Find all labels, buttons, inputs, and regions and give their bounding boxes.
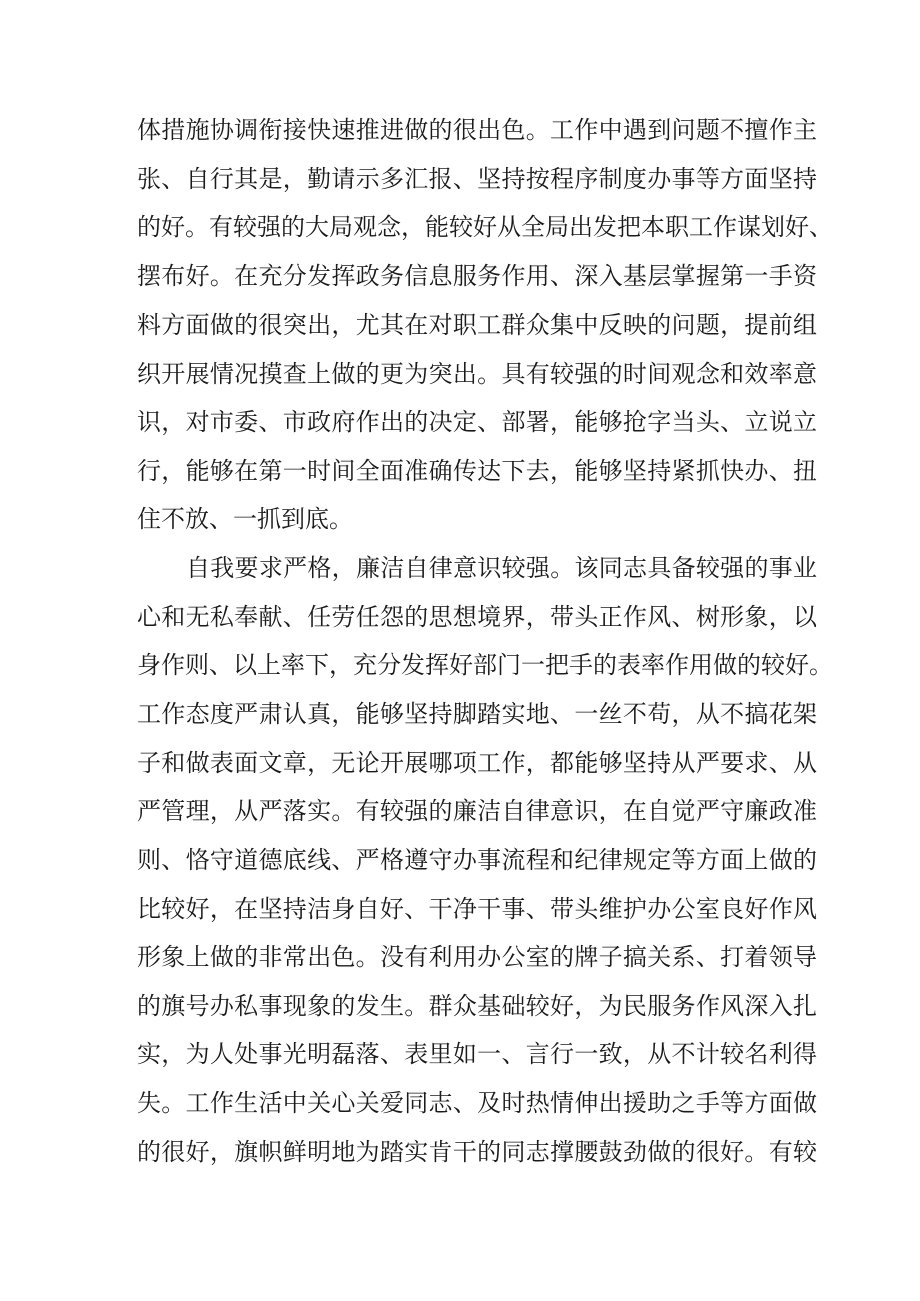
text-line: 的好。有较强的大局观念，能较好从全局出发把本职工作谋划好、 — [137, 213, 833, 241]
text-line: 比较好，在坚持洁身自好、干净干事、带头维护办公室良好作风 — [137, 895, 817, 923]
text-line: 子和做表面文章，无论开展哪项工作，都能够坚持从严要求、从 — [137, 749, 817, 777]
text-line: 身作则、以上率下，充分发挥好部门一把手的表率作用做的较好。 — [137, 651, 833, 679]
text-line: 行，能够在第一时间全面准确传达下去，能够坚持紧抓快办、扭 — [137, 457, 817, 485]
text-line: 的旗号办私事现象的发生。群众基础较好，为民服务作风深入扎 — [137, 992, 817, 1020]
text-line: 料方面做的很突出，尤其在对职工群众集中反映的问题，提前组 — [137, 311, 817, 339]
text-line: 失。工作生活中关心关爱同志、及时热情伸出援助之手等方面做 — [137, 1089, 817, 1117]
paragraph-first-line: 自我要求严格，廉洁自律意识较强。该同志具备较强的事业 — [186, 554, 817, 582]
text-line: 则、恪守道德底线、严格遵守办事流程和纪律规定等方面上做的 — [137, 846, 817, 874]
text-line: 摆布好。在充分发挥政务信息服务作用、深入基层掌握第一手资 — [137, 262, 817, 290]
text-line: 住不放、一抓到底。 — [137, 505, 353, 533]
text-line: 实，为人处事光明磊落、表里如一、言行一致，从不计较名利得 — [137, 1040, 817, 1068]
text-line: 织开展情况摸查上做的更为突出。具有较强的时间观念和效率意 — [137, 360, 817, 388]
text-line: 工作态度严肃认真，能够坚持脚踏实地、一丝不苟，从不搞花架 — [137, 700, 817, 728]
text-line: 体措施协调衔接快速推进做的很出色。工作中遇到问题不擅作主 — [137, 116, 817, 144]
text-line: 严管理，从严落实。有较强的廉洁自律意识，在自觉严守廉政准 — [137, 797, 817, 825]
text-line: 张、自行其是，勤请示多汇报、坚持按程序制度办事等方面坚持 — [137, 165, 817, 193]
text-line: 识，对市委、市政府作出的决定、部署，能够抢字当头、立说立 — [137, 408, 817, 436]
text-line: 形象上做的非常出色。没有利用办公室的牌子搞关系、打着领导 — [137, 943, 817, 971]
text-line: 的很好，旗帜鲜明地为踏实肯干的同志撑腰鼓劲做的很好。有较 — [137, 1138, 817, 1166]
text-line: 心和无私奉献、任劳任怨的思想境界，带头正作风、树形象，以 — [137, 603, 817, 631]
